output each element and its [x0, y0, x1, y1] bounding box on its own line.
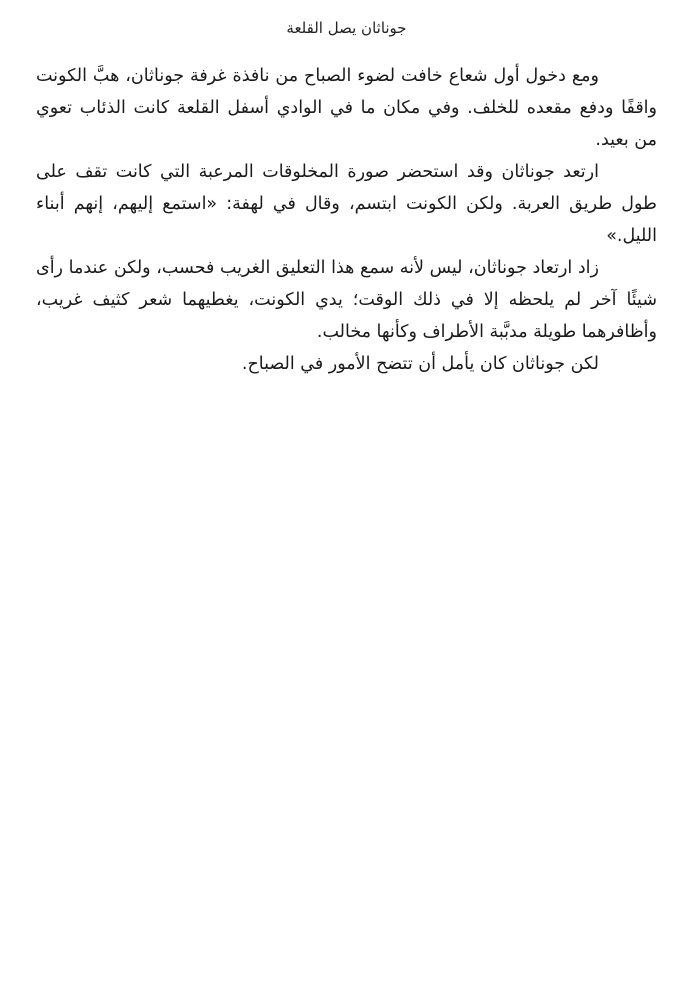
running-header: جوناثان يصل القلعة	[286, 19, 407, 37]
paragraph: لكن جوناثان كان يأمل أن تتضح الأمور في الصباح.	[241, 354, 599, 374]
paragraph: ومع دخول أول شعاع خافت لضوء الصباح من نافذة غرفة جوناثان، هبَّ الكونت واقفًا ودفع مقعده للخلف. وفي مكان ما في الوادي أسفل القلعة كانت الذئاب تعوي من بعيد.	[36, 66, 657, 150]
body-text	[36, 60, 657, 380]
paragraph: زاد ارتعاد جوناثان، ليس لأنه سمع هذا التعليق الغريب فحسب، ولكن عندما رأى شيئًا آخر لم يلحظه إلا في ذلك الوقت؛ يدي الكونت، يغطيهما شعر كثيف غريب، وأظافرهما طويلة مدبَّبة الأطراف وكأنها مخالب.	[36, 258, 657, 342]
paragraph: ارتعد جوناثان وقد استحضر صورة المخلوقات المرعبة التي كانت تقف على طول طريق العربة. ولكن الكونت ابتسم، وقال في لهفة: «استمع إليهم، إنهم أبناء الليل.»	[36, 162, 657, 246]
